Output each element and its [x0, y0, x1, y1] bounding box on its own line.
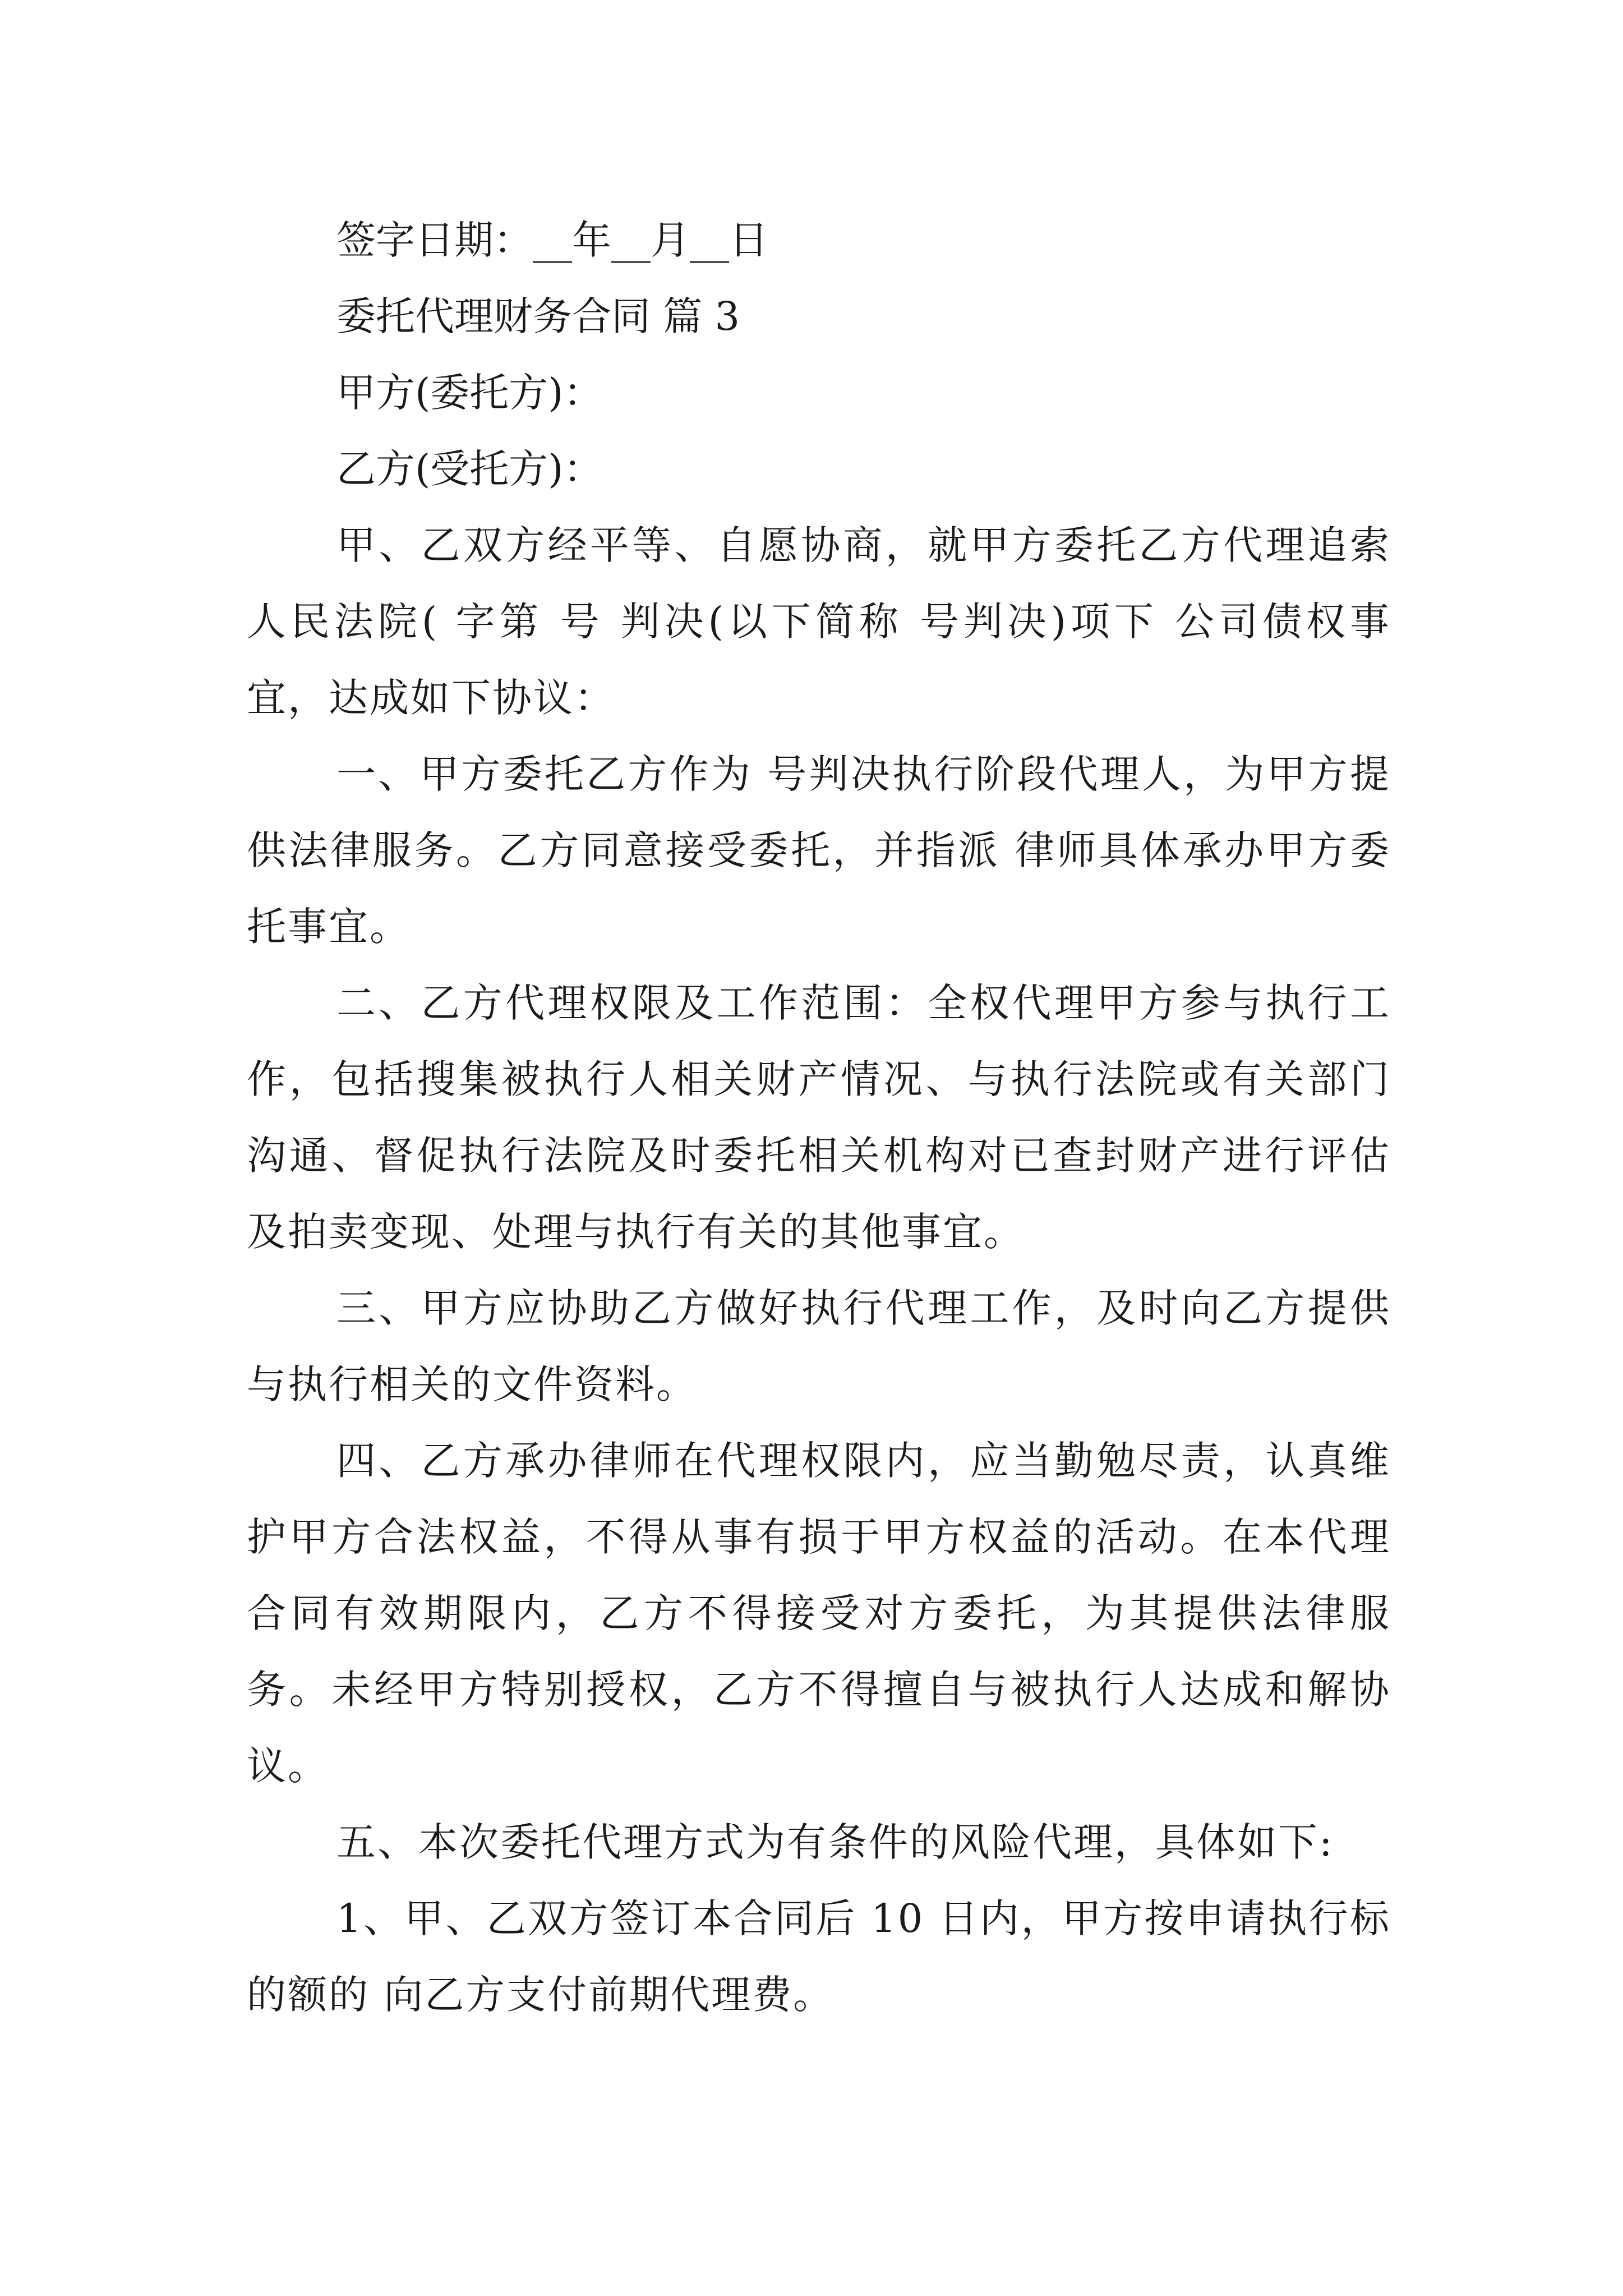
contract-title: 委托代理财务合同 篇 3 — [336, 293, 740, 339]
party-b-line: 乙方(受托方)： — [336, 446, 603, 492]
sign-date-line: 签字日期：__年__月__日 — [336, 217, 768, 263]
clause-5-1-paragraph: 1、甲、乙双方签订本合同后 10 日内，甲方按申请执行标的额的 向乙方支付前期代理费。 — [247, 1895, 1391, 2018]
clause-1-paragraph: 一、甲方委托乙方作为 号判决执行阶段代理人，为甲方提供法律服务。乙方同意接受委托，并指派 律师具体承办甲方委托事宜。 — [247, 751, 1391, 950]
intro-paragraph: 甲、乙双方经平等、自愿协商，就甲方委托乙方代理追索 人民法院( 字第 号 判决(以下简称 号判决)项下 公司债权事宜，达成如下协议： — [247, 522, 1391, 721]
clause-2-paragraph: 二、乙方代理权限及工作范围：全权代理甲方参与执行工作，包括搜集被执行人相关财产情况、与执行法院或有关部门沟通、督促执行法院及时委托相关机构对已查封财产进行评估及拍卖变现、处理与执行有关的其他事宜。 — [247, 980, 1391, 1255]
document-page — [247, 202, 1391, 2033]
clause-3-paragraph: 三、甲方应协助乙方做好执行代理工作，及时向乙方提供与执行相关的文件资料。 — [247, 1285, 1391, 1407]
clause-4-paragraph: 四、乙方承办律师在代理权限内，应当勤勉尽责，认真维护甲方合法权益，不得从事有损于甲方权益的活动。在本代理合同有效期限内，乙方不得接受对方委托，为其提供法律服务。未经甲方特别授权，乙方不得擅自与被执行人达成和解协议。 — [247, 1438, 1391, 1789]
clause-5-paragraph: 五、本次委托代理方式为有条件的风险代理，具体如下: — [336, 1819, 1334, 1865]
party-a-line: 甲方(委托方)： — [336, 370, 603, 416]
